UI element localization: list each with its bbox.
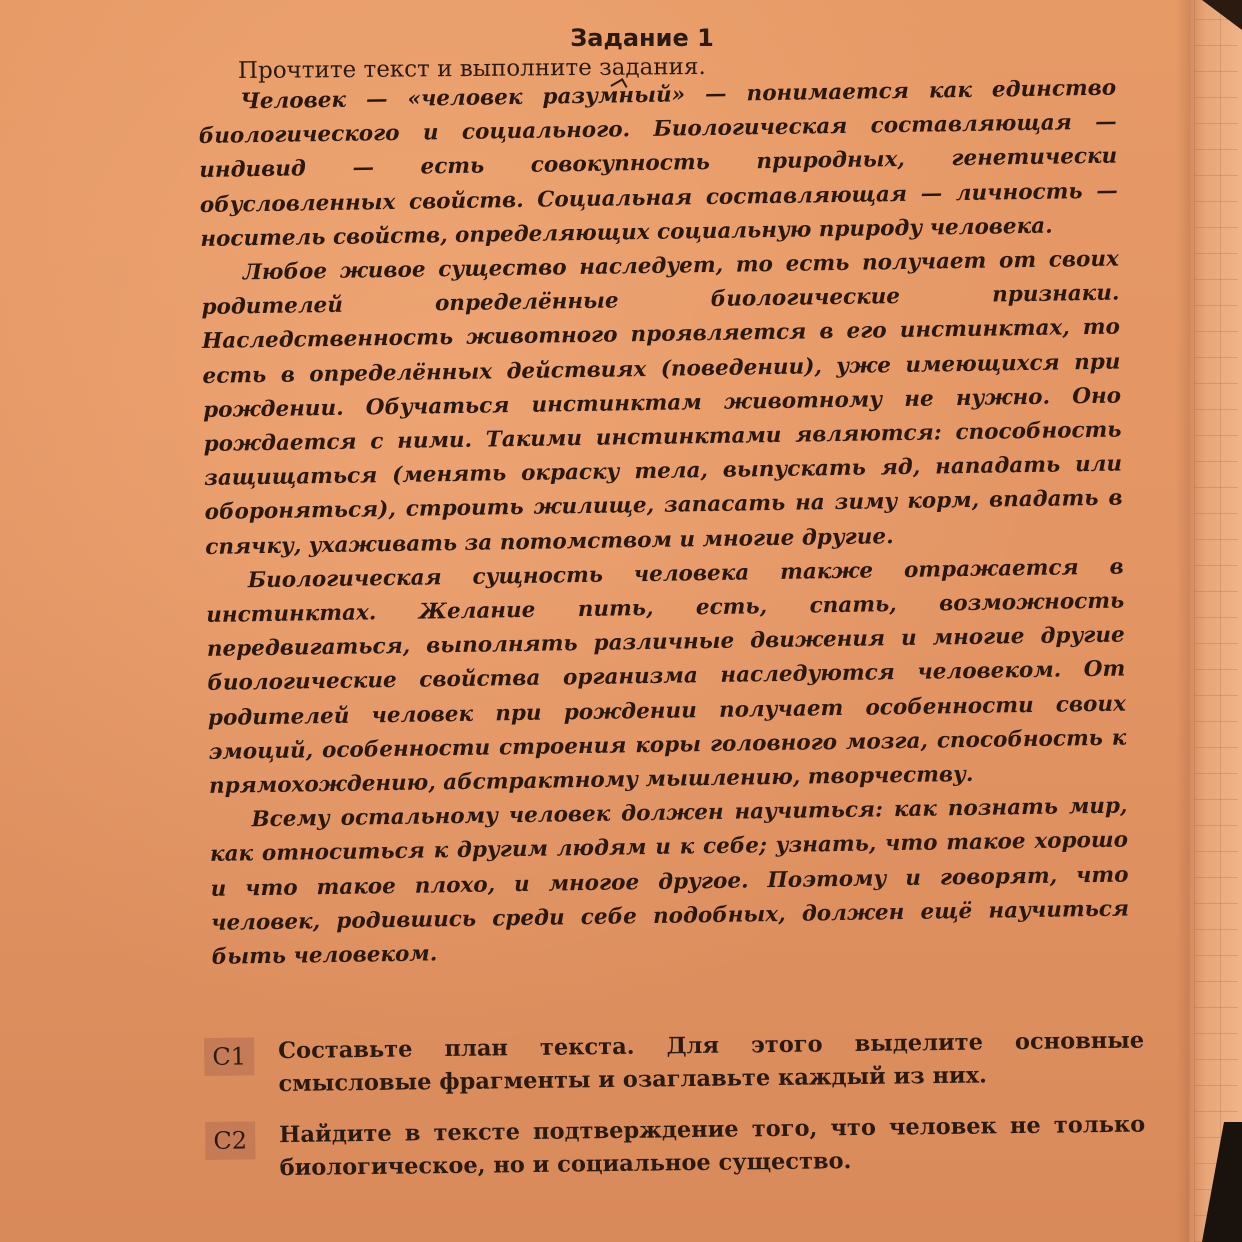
- task-text: Найдите в тексте подтверждение того, что человек не только биологическое, но и социальное существо.: [279, 1111, 1146, 1182]
- instruction-line: Прочтите текст и выполните задания.: [237, 53, 706, 84]
- task-code-badge: С1: [204, 1037, 254, 1076]
- reading-text: [198, 72, 1130, 976]
- paragraph: Человек — «человек разумный» — понимается как единство биологического и социального. Биологическая составляющая — индивид — есть совокупность природных, генетически обусловленных свойств. Социальная составляющая — личность — носитель свойств, определяющих социальную природу человека.: [198, 75, 1118, 252]
- paragraph: Биологическая сущность человека также отражается в инстинктах. Желание пить, есть, спать, возможность передвигаться, выполнять различные движения и многие другие биологические свойства организма наследуются человеком. От родителей человек при рождении получает особенности своих эмоций, особенности строения коры головного мозга, способность к прямохождению, абстрактному мышлению, творчеству.: [206, 554, 1127, 799]
- task-item: [205, 1109, 1146, 1186]
- task-text: Составьте план текста. Для этого выделите основные смысловые фрагменты и озаглавьте каждый из них.: [278, 1027, 1145, 1098]
- paragraph: Любое живое существо наследует, то есть получает от своих родителей определённые биологические признаки. Наследственность животного проявляется в его инстинктах, то есть в определённых действиях (поведении), уже имеющихся при рождении. Обучаться инстинктам животному не нужно. Оно рождается с ними. Такими инстинктами являются: способность защищаться (менять окраску тела, выпускать яд, нападать или обороняться), строить жилище, запасать на зиму корм, впадать в спячку, ухаживать за потомством и многие другие.: [201, 246, 1123, 560]
- notebook-grid: [1194, 0, 1238, 1242]
- task-code-badge: С2: [205, 1121, 255, 1160]
- task-list: [204, 1025, 1146, 1204]
- task-heading: Задание 1: [570, 24, 714, 52]
- task-item: [204, 1025, 1145, 1102]
- paragraph: Всему остальному человек должен научиться: как познать мир, как относиться к другим людям и к себе; узнать, что такое хорошо и что такое плохо, и многое другое. Поэтому и говорят, что человек, родившись среди себе подобных, должен ещё научиться быть человеком.: [209, 793, 1130, 970]
- underlying-notebook-page: [1189, 0, 1242, 1242]
